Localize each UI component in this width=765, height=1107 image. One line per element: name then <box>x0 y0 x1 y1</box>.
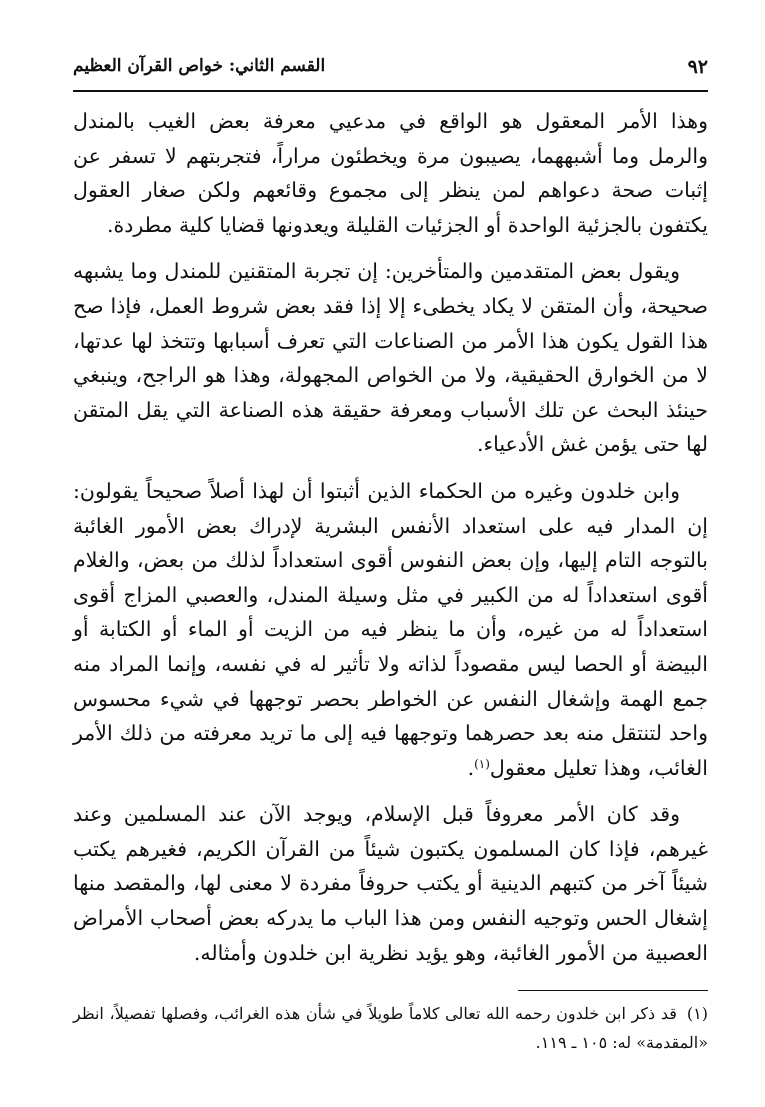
paragraph-3-end: . <box>467 755 475 780</box>
page-header <box>73 54 708 90</box>
footnote-reference[interactable]: (١) <box>474 756 490 771</box>
footnote-marker: (١) <box>686 1004 708 1024</box>
document-page <box>73 54 708 1057</box>
header-rule <box>73 90 708 92</box>
page-number: ٩٢ <box>687 56 708 78</box>
body-text <box>73 104 708 970</box>
paragraph-2: ويقول بعض المتقدمين والمتأخرين: إن تجربة المتقنين للمندل وما يشبهه صحيحة، وأن المتقن لا يكاد يخطىء إلا إذا فقد بعض شروط العمل، فإذا صح هذا القول يكون هذا الأمر من الصناعات التي تعرف أسبابها وتتخذ لها عدتها، لا من الخوارق الحقيقية، ولا من الخواص المجهولة، وهذا هو الراجح، وينبغي حينئذ البحث عن تلك الأسباب ومعرفة حقيقة هذه الصناعة التي يقل المتقن لها حتى يؤمن غش الأدعياء. <box>73 259 708 457</box>
footnote-text: قد ذكر ابن خلدون رحمه الله تعالى كلاماً طويلاً في شأن هذه الغرائب، وفصلها تفصيلاً، انظر «المقدمة» له: ١٠٥ ـ ١١٩. <box>73 1004 708 1053</box>
paragraph-3 <box>73 474 708 785</box>
paragraph-4: وقد كان الأمر معروفاً قبل الإسلام، ويوجد الآن عند المسلمين وعند غيرهم، فإذا كان المسلمون يكتبون شيئاً من القرآن الكريم، فغيرهم يكتب شيئاً آخر من كتبهم الدينية أو يكتب حروفاً مفردة لا معنى لها، والمقصد منها إشغال الحس وتوجيه النفس ومن هذا الباب ما يدركه بعض أصحاب الأمراض العصبية من الأمور الغائبة، وهو يؤيد نظرية ابن خلدون وأمثاله. <box>73 802 708 965</box>
footnote-rule <box>518 990 708 991</box>
footnote <box>73 999 708 1057</box>
paragraph-1: وهذا الأمر المعقول هو الواقع في مدعيي معرفة بعض الغيب بالمندل والرمل وما أشبههما، يصيبون مرة ويخطئون مراراً، فتجربتهم لا تسفر عن إثبات صحة دعواهم لمن ينظر إلى مجموع وقائعهم ولكن صغار العقول يكتفون بالجزئية الواحدة أو الجزئيات القليلة ويعدونها قضايا كلية مطردة. <box>73 109 708 237</box>
paragraph-3-text: وابن خلدون وغيره من الحكماء الذين أثبتوا أن لهذا أصلاً صحيحاً يقولون: إن المدار فيه على استعداد الأنفس البشرية لإدراك بعض الأمور الغائبة بالتوجه التام إليها، وإن بعض النفوس أقوى استعداداً لذلك من بعض، والغلام أقوى استعداداً له من الكبير في مثل وسيلة المندل، والعصبي المزاج أقوى استعداداً له من غيره، وأن ما ينظر فيه من الزيت أو الماء أو الكتابة أو البيضة أو الحصا ليس مقصوداً لذاته ولا تأثير له في نفسه، وإنما المراد منه جمع الهمة وإشغال النفس عن الخواطر بحصر توجهها في شيء محسوس واحد لتنتقل منه بعد حصرهما وتوجهها فيه إلى ما تريد معرفته من ذلك الأمر الغائب، وهذا تعليل معقول <box>73 478 708 780</box>
running-title: القسم الثاني: خواص القرآن العظيم <box>73 56 326 76</box>
